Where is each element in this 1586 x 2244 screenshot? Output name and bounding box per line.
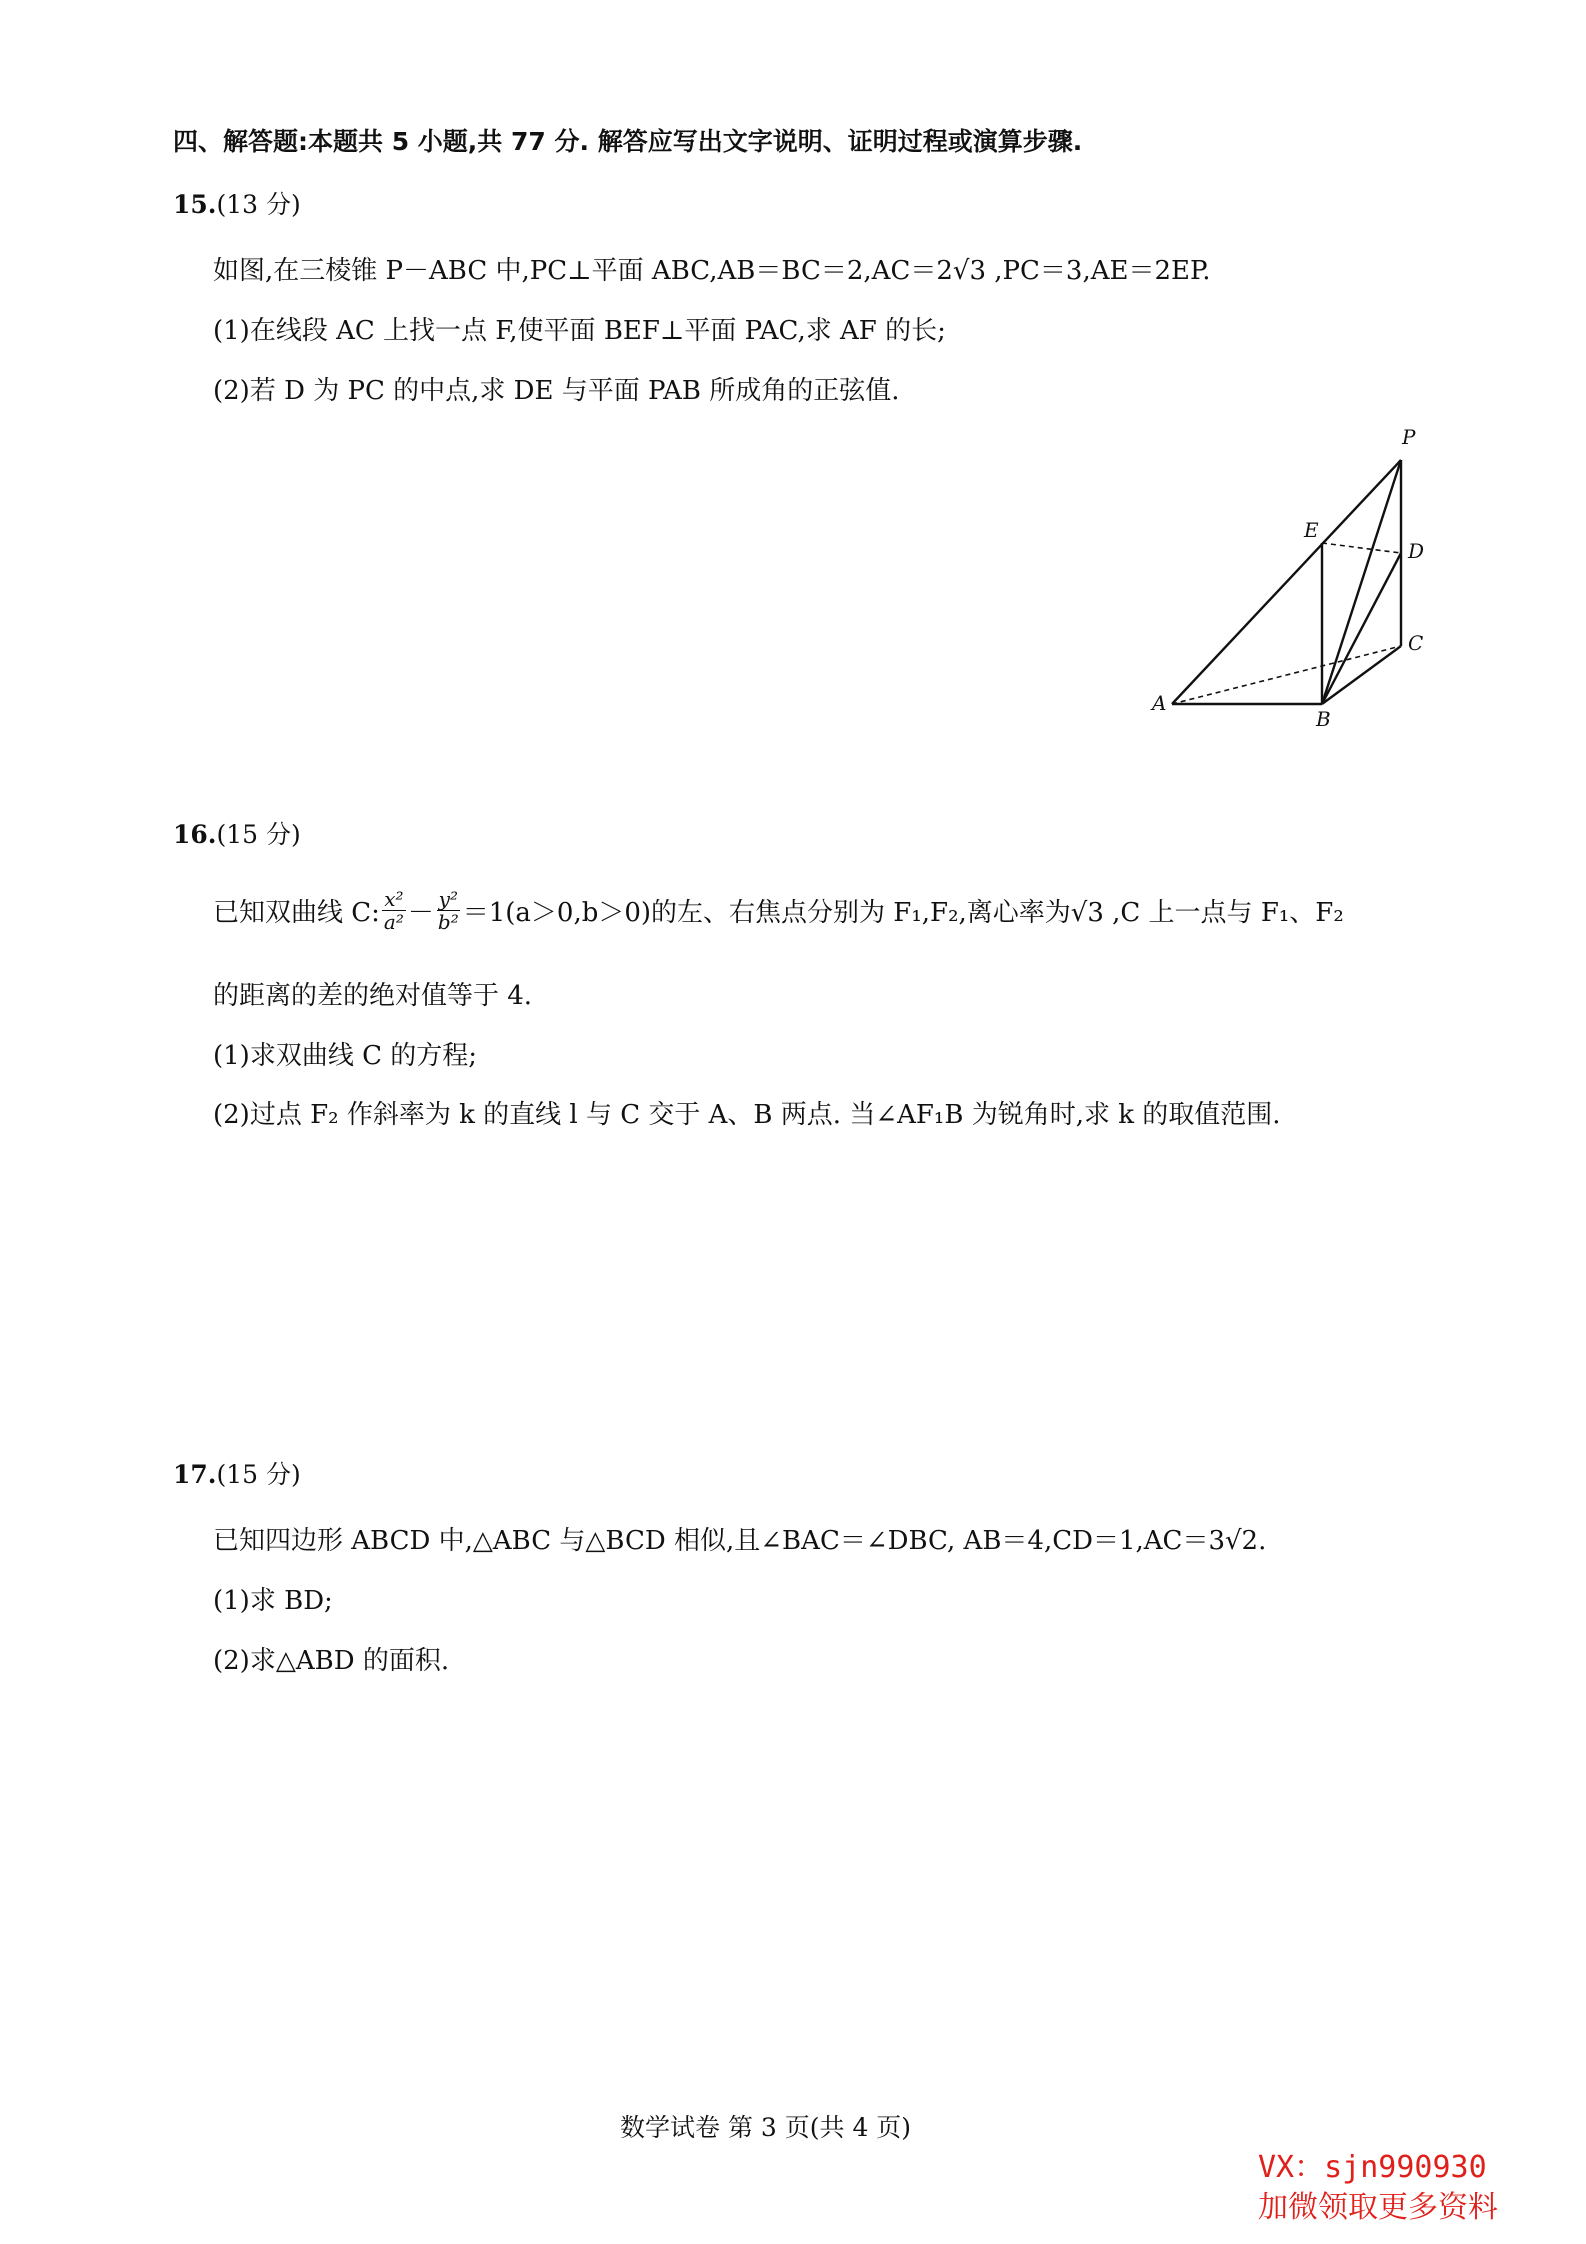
question-15-part-2: (2)若 D 为 PC 的中点,求 DE 与平面 PAB 所成角的正弦值. bbox=[213, 376, 900, 406]
question-15-part-1: (1)在线段 AC 上找一点 F,使平面 BEF⊥平面 PAC,求 AF 的长; bbox=[213, 316, 946, 346]
watermark-contact: VX：sjn990930 bbox=[1258, 2150, 1487, 2185]
question-number: 16. bbox=[173, 820, 217, 849]
question-16-part-2: (2)过点 F₂ 作斜率为 k 的直线 l 与 C 交于 A、B 两点. 当∠AF₁B 为锐角时,求 k 的取值范围. bbox=[213, 1100, 1281, 1130]
question-17-part-1: (1)求 BD; bbox=[213, 1586, 333, 1616]
label-A: A bbox=[1152, 691, 1167, 715]
label-P: P bbox=[1402, 425, 1416, 449]
fraction-x2-over-a2 bbox=[382, 888, 406, 933]
label-C: C bbox=[1408, 631, 1424, 655]
question-points: (15 分) bbox=[216, 1460, 301, 1489]
page-footer: 数学试卷 第 3 页(共 4 页) bbox=[620, 2113, 912, 2142]
question-16-stem bbox=[213, 888, 1344, 933]
question-15-stem: 如图,在三棱锥 P－ABC 中,PC⊥平面 ABC,AB＝BC＝2,AC＝2√3 ,PC＝3,AE＝2EP. bbox=[213, 256, 1211, 286]
edge-BC bbox=[1322, 646, 1401, 704]
label-B: B bbox=[1316, 707, 1331, 730]
watermark bbox=[1258, 2148, 1498, 2228]
label-D: D bbox=[1408, 539, 1425, 563]
label-E: E bbox=[1304, 518, 1319, 542]
minus-sign: － bbox=[407, 898, 434, 928]
section-title: 四、解答题:本题共 5 小题,共 77 分. 解答应写出文字说明、证明过程或演算步骤. bbox=[173, 127, 1083, 156]
edge-AP bbox=[1172, 460, 1401, 704]
question-15-header bbox=[173, 185, 301, 221]
watermark-slogan: 加微领取更多资料 bbox=[1258, 2190, 1498, 2225]
stem-prefix: 已知双曲线 C: bbox=[213, 898, 380, 928]
segment-ED-hidden bbox=[1322, 543, 1401, 553]
question-number: 15. bbox=[173, 190, 217, 219]
question-17-header bbox=[173, 1455, 301, 1491]
edge-BP bbox=[1322, 460, 1401, 704]
tetrahedron-figure bbox=[1140, 420, 1440, 730]
segment-BD bbox=[1322, 553, 1401, 704]
fraction-numerator: x² bbox=[384, 887, 404, 911]
fraction-denominator: b² bbox=[437, 910, 459, 934]
question-17-part-2: (2)求△ABD 的面积. bbox=[213, 1646, 450, 1676]
fraction-denominator: a² bbox=[383, 910, 404, 934]
question-number: 17. bbox=[173, 1460, 217, 1489]
question-17-stem: 已知四边形 ABCD 中,△ABC 与△BCD 相似,且∠BAC＝∠DBC, AB＝4,CD＝1,AC＝3√2. bbox=[213, 1526, 1267, 1556]
edge-AC-hidden bbox=[1172, 646, 1401, 704]
question-16-header bbox=[173, 815, 301, 851]
fraction-numerator: y² bbox=[438, 887, 458, 911]
stem-suffix: ＝1(a＞0,b＞0)的左、右焦点分别为 F₁,F₂,离心率为√3 ,C 上一点与 F₁、F₂ bbox=[462, 898, 1344, 928]
question-points: (13 分) bbox=[216, 190, 301, 219]
question-16-part-1: (1)求双曲线 C 的方程; bbox=[213, 1041, 478, 1071]
fraction-y2-over-b2 bbox=[436, 888, 461, 933]
question-16-stem-line-2: 的距离的差的绝对值等于 4. bbox=[213, 981, 533, 1011]
question-points: (15 分) bbox=[216, 820, 301, 849]
